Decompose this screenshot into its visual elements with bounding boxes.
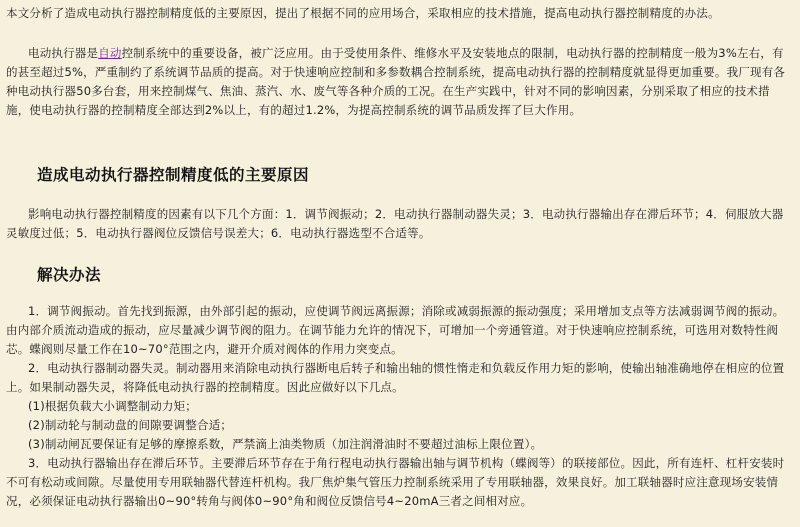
solution-subitem: (3)制动闸瓦要保证有足够的摩擦系数，严禁滴上油类物质（加注润滑油时不要超过油标上限位置）。 — [28, 437, 543, 451]
paragraph-text: 电动执行器是 — [28, 46, 99, 60]
solution-subitem: (2)制动轮与制动盘的间隙要调整合适； — [28, 418, 233, 432]
solution-item-1: 1．调节阀振动。首先找到振源，由外部引起的振动，应使调节阀远离振源；消除或减弱振源的振动强度；采用增加支点等方法减弱调节阀的振动。由内部介质流动造成的振动，应尽量减少调节阀的阻力。在调节能力允许的情况下，可增加一个旁通管道。对于快速响应控制系统，可选用对数特性阀芯。蝶阀则尽量工作在10~70°范围之内，避开介质对阀体的作用力突变点。 — [6, 304, 785, 356]
section-heading-solutions: 解决办法 — [37, 265, 102, 284]
paragraph-text: 控制系统中的重要设备，被广泛应用。由于受使用条件、维修水平及安装地点的限制，电动执行器的控制精度一般为3%左右，有的甚至超过5%，严重制约了系统调节品质的提高。对于快速响应控制和多参数耦合控制系统，提高电动执行器的控制精度就显得更加重要。我厂现有各种电动执行器50多台套，用来控制煤气、焦油、蒸汽、水、废气等各种介质的工况。在生产实践中，针对不同的影响因素，分别采取了相应的技术措施，使电动执行器的控制精度全部达到2%以上，有的超过1.2%，为提高控制系统的调节品质发挥了巨大作用。 — [6, 46, 786, 117]
intro-paragraph: 本文分析了造成电动执行器控制精度低的主要原因，提出了根据不同的应用场合，采取相应的技术措施，提高电动执行器控制精度的办法。 — [6, 6, 720, 20]
background-paragraph — [6, 44, 792, 120]
causes-paragraph: 影响电动执行器控制精度的因素有以下几个方面：1．调节阀振动；2．电动执行器制动器失灵；3．电动执行器输出存在滞后环节；4．伺服放大器灵敏度过低；5．电动执行器阀位反馈信号误差大；6．电动执行器选型不合适等。 — [6, 207, 784, 240]
automation-link[interactable]: 自动 — [98, 46, 122, 60]
solution-item-3: 3．电动执行器输出存在滞后环节。主要滞后环节存在于角行程电动执行器输出轴与调节机构（蝶阀等）的联接部位。因此，所有连杆、杠杆安装时不可有松动或间隙。尽量使用专用联轴器代替连杆机构。我厂焦炉集气管压力控制系统采用了专用联轴器，效果良好。加工联轴器时应注意现场安装情况，必须保证电动执行器输出0~90°转角与阀体0~90°角和阀位反馈信号4~20mA三者之间相对应。 — [6, 456, 785, 508]
solution-subitem: (1)根据负载大小调整制动力矩； — [28, 399, 197, 413]
solution-item-2: 2．电动执行器制动器失灵。制动器用来消除电动执行器断电后转子和输出轴的惯性惰走和负载反作用力矩的影响，使输出轴准确地停在相应的位置上。如果制动器失灵，将降低电动执行器的控制精度。因此应做好以下几点。 — [6, 361, 785, 394]
section-heading-causes: 造成电动执行器控制精度低的主要原因 — [37, 165, 310, 184]
solutions-section — [6, 302, 792, 511]
